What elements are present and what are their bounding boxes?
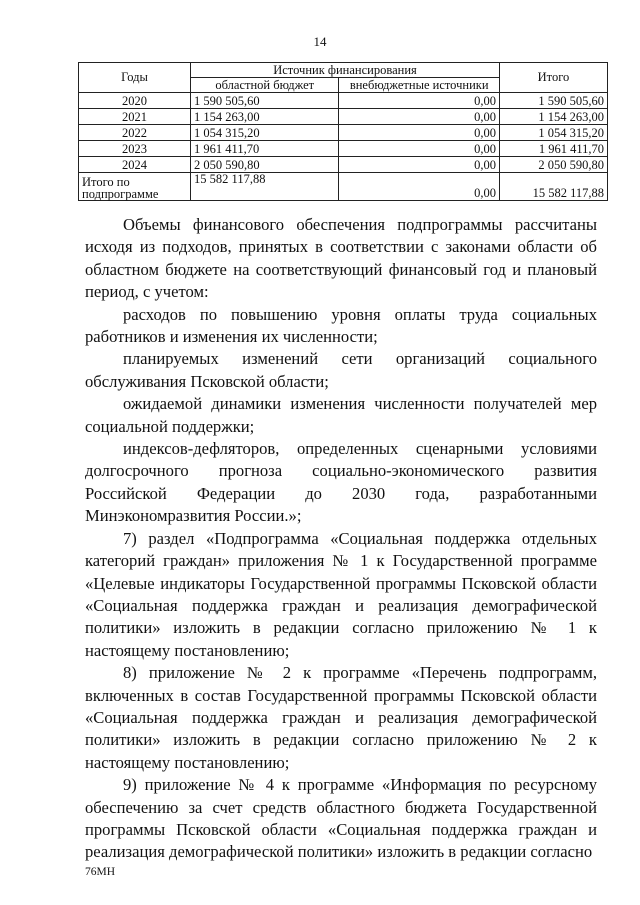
table-total-row [79,173,608,201]
extra-cell: 0,00 [339,93,500,109]
header-years: Годы [79,63,191,93]
financing-table [78,62,608,201]
paragraph: 9) приложение № 4 к программе «Информация по ресурсному обеспечению за счет средств областного бюджета Государственной программы Псковской области «Социальная поддержка граждан и реализация демографической политики» изложить в редакции согласно [85,775,597,862]
extra-cell: 0,00 [339,109,500,125]
total-cell: 1 590 505,60 [499,93,607,109]
extra-cell: 0,00 [339,157,500,173]
table-row [79,109,608,125]
table-header-row [79,63,608,78]
header-extra-budget: внебюджетные источники [339,78,500,93]
regional-cell: 1 054 315,20 [191,125,339,141]
total-cell: 2 050 590,80 [499,157,607,173]
total-total-cell: 15 582 117,88 [499,173,607,201]
body-text [85,214,597,864]
table-row [79,93,608,109]
table-row [79,125,608,141]
total-label-line1: Итого по [82,175,130,189]
total-cell: 1 961 411,70 [499,141,607,157]
paragraph: планируемых изменений сети организаций социального обслуживания Псковской области; [85,349,597,391]
extra-cell: 0,00 [339,125,500,141]
regional-cell: 1 154 263,00 [191,109,339,125]
total-cell: 1 154 263,00 [499,109,607,125]
regional-cell: 1 961 411,70 [191,141,339,157]
year-cell: 2020 [79,93,191,109]
year-cell: 2021 [79,109,191,125]
year-cell: 2024 [79,157,191,173]
footer-code: 76МН [85,866,116,878]
paragraph: Объемы финансового обеспечения подпрограммы рассчитаны исходя из подходов, принятых в соответствии с законами области об областном бюджете на соответствующий финансовый год и плановый период, с учетом: [85,215,597,302]
header-total: Итого [499,63,607,93]
paragraph: 8) приложение № 2 к программе «Перечень подпрограмм, включенных в состав Государственной программы Псковской области «Социальная поддержка граждан и реализация демографической политики» изложить в редакции согласно приложению № 2 к настоящему постановлению; [85,663,597,772]
paragraph: расходов по повышению уровня оплаты труда социальных работников и изменения их численности; [85,304,597,347]
year-cell: 2023 [79,141,191,157]
table-row [79,157,608,173]
header-regional-budget: областной бюджет [191,78,339,93]
paragraph: индексов-дефляторов, определенных сценарными условиями долгосрочного прогноза социально-экономического развития Российской Федерации до 2030 года, разработанными Минэкономразвития России.»; [85,439,597,526]
extra-cell: 0,00 [339,141,500,157]
page-number: 14 [313,34,327,49]
total-label-cell [79,173,191,201]
total-label-line2: подпрограмме [82,187,159,201]
year-cell: 2022 [79,125,191,141]
total-cell: 1 054 315,20 [499,125,607,141]
paragraph: 7) раздел «Подпрограмма «Социальная поддержка отдельных категорий граждан» приложения № 1 к Государственной программе «Целевые индикаторы Государственной программы Псковской области «Социальная поддержка граждан и реализация демографической политики» изложить в редакции согласно приложению № 1 к настоящему постановлению; [85,528,597,660]
total-regional-cell: 15 582 117,88 [191,173,339,201]
regional-cell: 1 590 505,60 [191,93,339,109]
table-row [79,141,608,157]
header-sources: Источник финансирования [191,63,500,78]
paragraph: ожидаемой динамики изменения численности получателей мер социальной поддержки; [85,394,597,436]
total-extra-cell: 0,00 [339,173,500,201]
regional-cell: 2 050 590,80 [191,157,339,173]
